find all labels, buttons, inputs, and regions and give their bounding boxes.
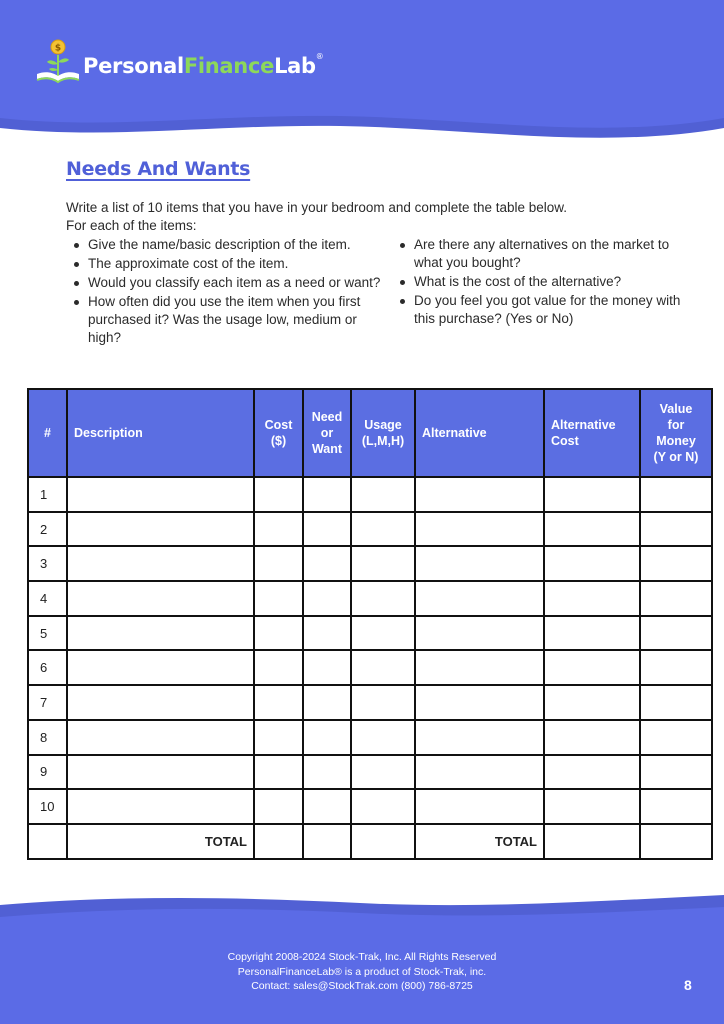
page-footer [0,885,724,1024]
intro-line-2: For each of the items: [66,218,197,233]
cell-description[interactable] [67,616,254,651]
cell-alternative-cost[interactable] [544,616,640,651]
cell-cost[interactable] [254,546,303,581]
instructions-right-column [392,236,692,348]
cell-alternative-cost[interactable] [544,755,640,790]
cell-description[interactable] [67,720,254,755]
cell-cost[interactable] [254,755,303,790]
cell-description[interactable] [67,477,254,512]
cell-need-or-want[interactable] [303,789,351,824]
brand-logo [33,38,323,88]
cell-usage[interactable] [351,477,415,512]
table-row [28,720,712,755]
cell-need-or-want[interactable] [303,616,351,651]
cell-total-alternative-cost[interactable] [544,824,640,859]
instruction-bullet: The approximate cost of the item. [88,255,384,273]
cell-empty [640,824,712,859]
cell-value-for-money[interactable] [640,546,712,581]
cell-value-for-money[interactable] [640,720,712,755]
table-row [28,581,712,616]
cell-cost[interactable] [254,789,303,824]
cell-need-or-want[interactable] [303,755,351,790]
cell-alternative[interactable] [415,616,544,651]
cell-cost[interactable] [254,477,303,512]
header-usage-label: Usage (L,M,H) [361,418,405,448]
cell-alternative[interactable] [415,789,544,824]
cell-need-or-want[interactable] [303,512,351,547]
footer-product: PersonalFinanceLab® is a product of Stock-Trak, inc. [237,965,487,978]
table-row [28,477,712,512]
instruction-bullet: Would you classify each item as a need or want? [88,274,384,292]
cell-alternative-cost[interactable] [544,477,640,512]
table-row [28,512,712,547]
cell-value-for-money[interactable] [640,616,712,651]
header-number: # [28,389,67,477]
cell-usage[interactable] [351,546,415,581]
cell-need-or-want[interactable] [303,546,351,581]
table-header-row [28,389,712,477]
header-alternative: Alternative [415,389,544,477]
cell-need-or-want[interactable] [303,685,351,720]
instruction-bullet: Do you feel you got value for the money with this purchase? (Yes or No) [414,292,692,328]
intro-text [66,199,567,235]
cell-value-for-money[interactable] [640,755,712,790]
cell-value-for-money[interactable] [640,477,712,512]
row-number: 3 [28,546,67,581]
cell-alternative[interactable] [415,477,544,512]
cell-usage[interactable] [351,512,415,547]
cell-alternative-cost[interactable] [544,650,640,685]
header-usage [351,389,415,477]
cell-empty [351,824,415,859]
cell-need-or-want[interactable] [303,477,351,512]
cell-value-for-money[interactable] [640,512,712,547]
table-row [28,616,712,651]
cell-usage[interactable] [351,616,415,651]
row-number: 4 [28,581,67,616]
cell-alternative[interactable] [415,720,544,755]
instruction-bullet: Are there any alternatives on the market to what you bought? [414,236,692,272]
cell-usage[interactable] [351,685,415,720]
table-total-row [28,824,712,859]
row-number: 7 [28,685,67,720]
cell-description[interactable] [67,546,254,581]
header-cost-label: Cost ($) [264,418,293,448]
cell-alternative-cost[interactable] [544,581,640,616]
cell-alternative-cost[interactable] [544,720,640,755]
cell-need-or-want[interactable] [303,720,351,755]
footer-text [0,950,724,994]
header-need-or-want-label: Need or Want [311,410,343,456]
brand-name-personal: Personal [83,54,184,78]
table-row [28,685,712,720]
cell-alternative[interactable] [415,581,544,616]
table-body [28,477,712,859]
worksheet-title: Needs And Wants [66,158,251,180]
header-alternative-cost [544,389,640,477]
cell-usage[interactable] [351,650,415,685]
cell-alternative-cost[interactable] [544,546,640,581]
plant-coin-book-icon [33,38,83,88]
instruction-bullet: How often did you use the item when you first purchased it? Was the usage low, medium or high? [88,293,384,347]
instruction-bullet: What is the cost of the alternative? [414,273,692,291]
cell-cost[interactable] [254,512,303,547]
header-value-for-money-label: Value for Money (Y or N) [653,402,699,464]
cell-cost[interactable] [254,616,303,651]
instruction-bullet: Give the name/basic description of the item. [88,236,384,254]
cell-description[interactable] [67,650,254,685]
intro-line-1: Write a list of 10 items that you have in your bedroom and complete the table below. [66,200,568,215]
cell-cost[interactable] [254,720,303,755]
cell-description[interactable] [67,512,254,547]
cell-description[interactable] [67,789,254,824]
row-number: 8 [28,720,67,755]
cell-alternative[interactable] [415,685,544,720]
table-row [28,755,712,790]
row-number: 9 [28,755,67,790]
cell-value-for-money[interactable] [640,650,712,685]
page-number: 8 [684,977,692,993]
cell-alternative-cost[interactable] [544,685,640,720]
cell-need-or-want[interactable] [303,650,351,685]
row-number: 6 [28,650,67,685]
coin-dollar-symbol: $ [54,43,62,54]
cell-description[interactable] [67,581,254,616]
brand-name-finance: Finance [183,54,275,78]
cell-alternative[interactable] [415,512,544,547]
cell-cost[interactable] [254,581,303,616]
brand-name [83,54,323,78]
row-number: 2 [28,512,67,547]
cell-value-for-money[interactable] [640,581,712,616]
row-number: 5 [28,616,67,651]
cell-cost[interactable] [254,685,303,720]
cell-usage[interactable] [351,755,415,790]
cell-alternative-cost[interactable] [544,789,640,824]
cell-value-for-money[interactable] [640,789,712,824]
needs-wants-table [27,388,713,860]
cell-usage[interactable] [351,720,415,755]
instructions-columns [66,236,706,348]
table-row [28,789,712,824]
cell-alternative[interactable] [415,546,544,581]
header-need-or-want [303,389,351,477]
total-label-alternative: TOTAL [415,824,544,859]
row-number: 10 [28,789,67,824]
brand-name-lab: Lab [274,54,316,78]
total-label-description: TOTAL [67,824,254,859]
instructions-left-column [66,236,384,348]
cell-need-or-want[interactable] [303,581,351,616]
cell-alternative[interactable] [415,755,544,790]
cell-alternative[interactable] [415,650,544,685]
page-header [0,0,724,150]
table-row [28,546,712,581]
cell-alternative-cost[interactable] [544,512,640,547]
footer-copyright: Copyright 2008-2024 Stock-Trak, Inc. All Rights Reserved [227,951,497,963]
cell-total-cost[interactable] [254,824,303,859]
registered-mark: ® [315,52,324,61]
header-alternative-cost-label: Alternative Cost [551,418,616,448]
cell-usage[interactable] [351,789,415,824]
row-number: 1 [28,477,67,512]
cell-usage[interactable] [351,581,415,616]
cell-description[interactable] [67,685,254,720]
cell-description[interactable] [67,755,254,790]
table-row [28,650,712,685]
cell-empty [303,824,351,859]
header-value-for-money [640,389,712,477]
cell-value-for-money[interactable] [640,685,712,720]
footer-contact: Contact: sales@StockTrak.com (800) 786-8725 [251,980,473,992]
cell-cost[interactable] [254,650,303,685]
header-cost [254,389,303,477]
header-description: Description [67,389,254,477]
cell-empty [28,824,67,859]
